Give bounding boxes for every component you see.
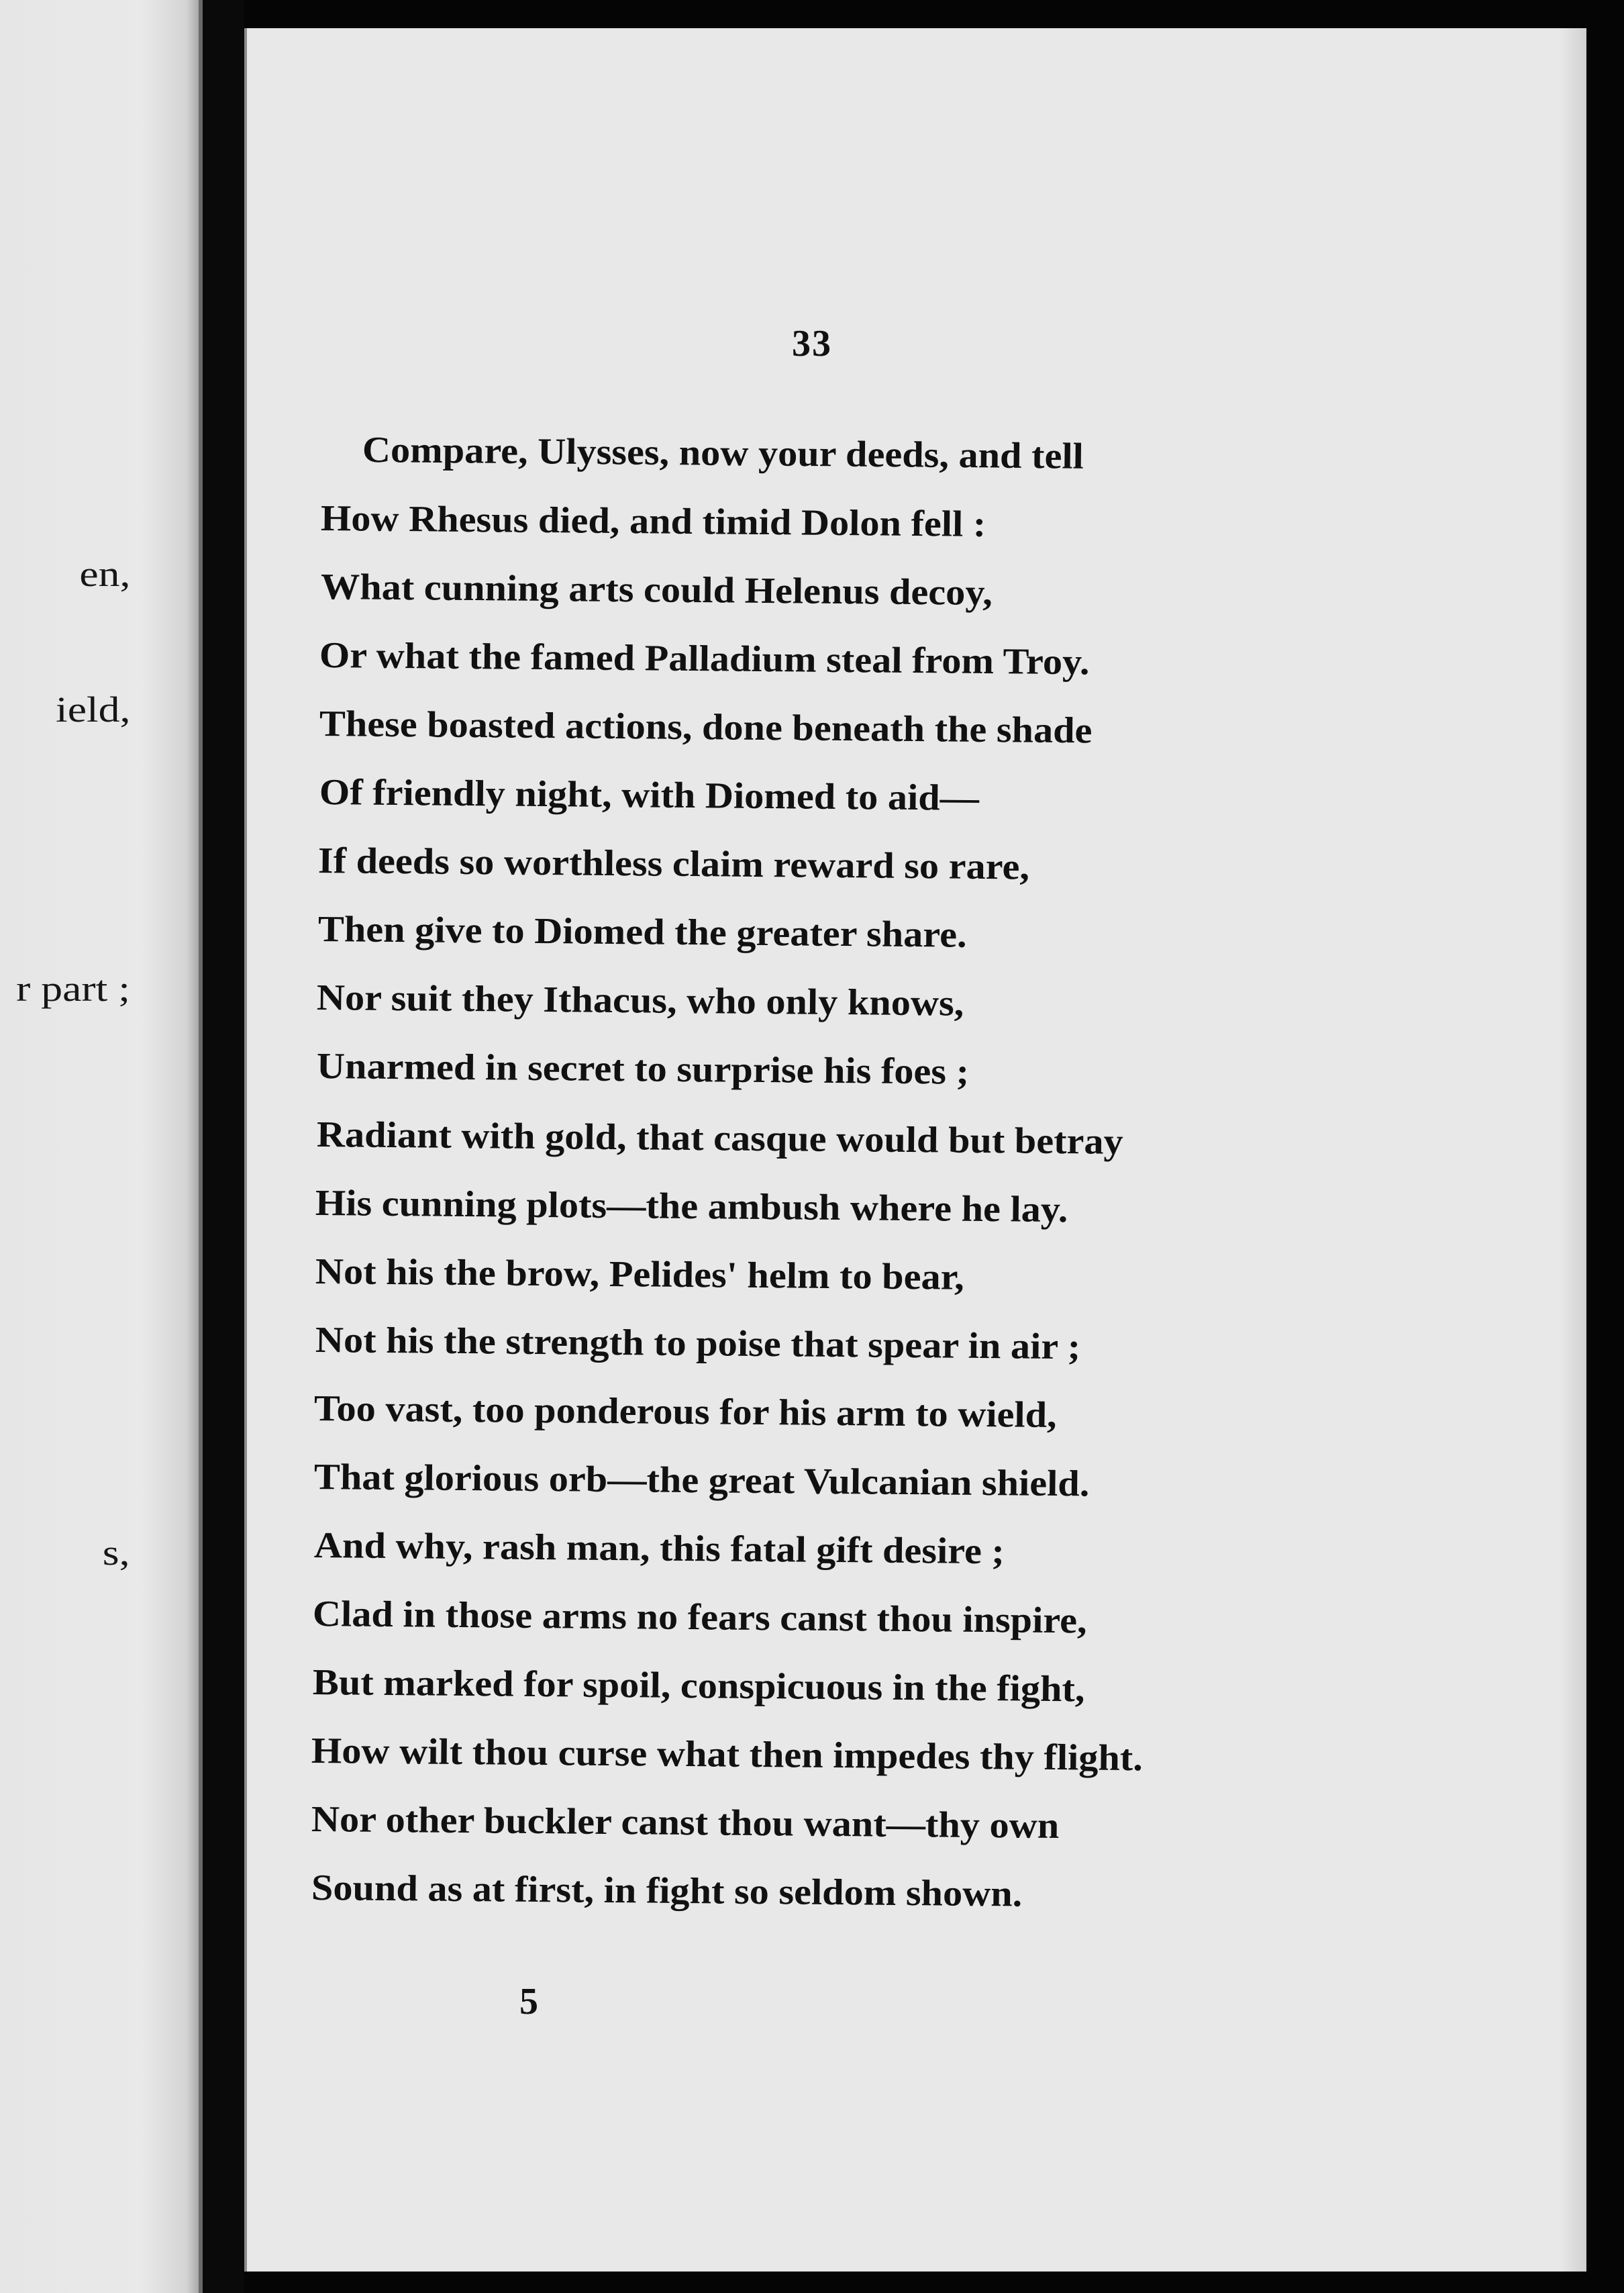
previous-page-fragment: ield, [55, 689, 130, 730]
page-number: 33 [792, 323, 832, 364]
previous-page-fragment: en, [79, 554, 130, 594]
poem-line: Too vast, too ponderous for his arm to wield, [313, 1387, 1057, 1436]
poem-line: Compare, Ulysses, now your deeds, and tell [362, 429, 1084, 477]
poem-line: Radiant with gold, that casque would but betray [316, 1114, 1124, 1162]
poem-line: Of friendly night, with Diomed to aid— [319, 771, 980, 818]
poem-line: Clad in those arms no fears canst thou inspire, [312, 1593, 1087, 1641]
poem-line: How Rhesus died, and timid Dolon fell : [320, 497, 986, 544]
poem-line: If deeds so worthless claim reward so rare, [317, 840, 1030, 887]
poem-line: And why, rash man, this fatal gift desire ; [313, 1524, 1005, 1572]
poem-line: Then give to Diomed the greater share. [317, 908, 967, 955]
poem-line: His cunning plots—the ambush where he lay. [315, 1182, 1068, 1230]
poem-line: Sound as at first, in fight so seldom shown. [311, 1867, 1023, 1914]
poem-line: These boasted actions, done beneath the shade [319, 703, 1093, 751]
poem-line: Nor other buckler canst thou want—thy own [311, 1798, 1060, 1847]
poem-line: Nor suit they Ithacus, who only knows, [316, 977, 964, 1024]
poem-line: Not his the strength to poise that spear in air ; [315, 1319, 1081, 1367]
previous-page [0, 0, 203, 2293]
poem-line: That glorious orb—the great Vulcanian shield. [313, 1456, 1090, 1504]
poem-line: How wilt thou curse what then impedes thy flight. [311, 1730, 1144, 1779]
previous-page-fragment: s, [103, 1532, 130, 1573]
poem-line: Unarmed in secret to surprise his foes ; [316, 1045, 970, 1092]
signature-mark: 5 [519, 1981, 538, 2022]
previous-page-fragment: r part ; [16, 969, 130, 1009]
poem-line: But marked for spoil, conspicuous in the fight, [312, 1661, 1085, 1710]
poem-line: What cunning arts could Helenus decoy, [320, 566, 993, 614]
poem-line: Not his the brow, Pelides' helm to bear, [315, 1251, 965, 1298]
book-gutter [203, 0, 244, 2293]
book-page [244, 28, 1586, 2272]
poem-line: Or what the famed Palladium steal from Troy. [319, 634, 1090, 683]
